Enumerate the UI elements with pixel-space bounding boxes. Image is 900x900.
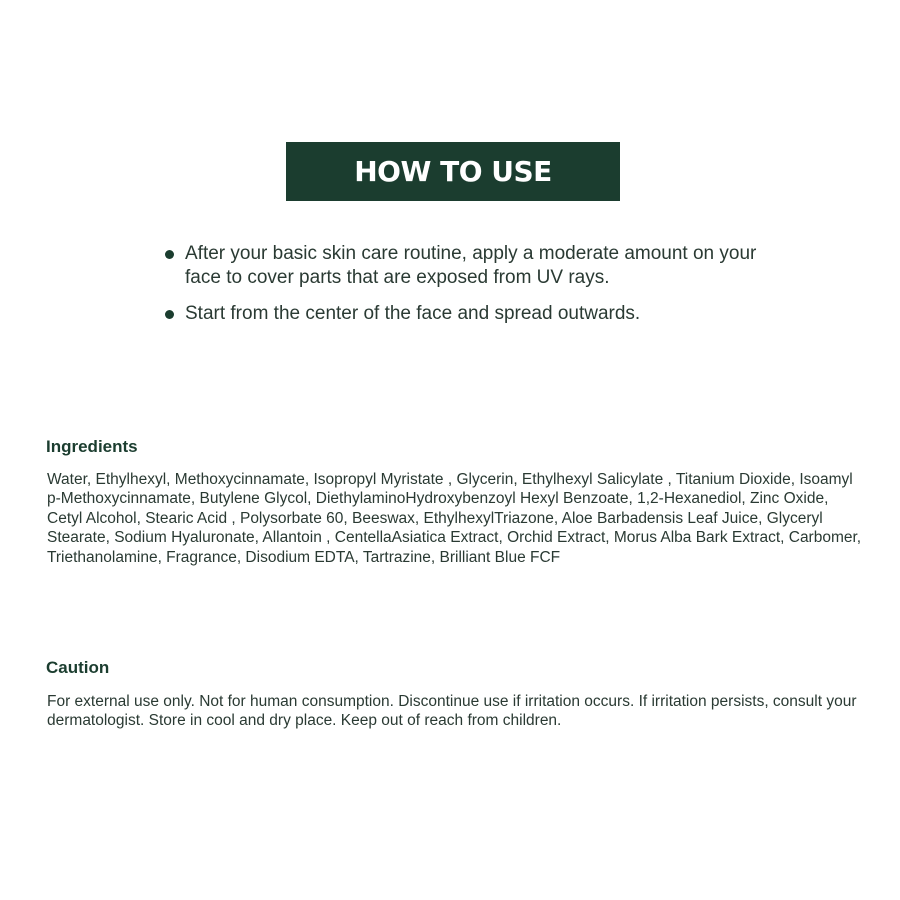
list-item xyxy=(160,302,780,326)
list-item xyxy=(160,242,780,290)
how-to-use-banner xyxy=(286,142,620,201)
bullet-icon xyxy=(165,310,174,319)
ingredients-heading: Ingredients xyxy=(46,437,138,456)
how-to-use-title: HOW TO USE xyxy=(354,155,552,188)
bullet-icon xyxy=(165,250,174,259)
how-to-use-steps xyxy=(160,242,780,338)
caution-text: For external use only. Not for human consumption. Discontinue use if irritation occurs. If irritation persists, consult your dermatologist. Store in cool and dry place. Keep out of reach from children. xyxy=(47,693,857,730)
caution-heading: Caution xyxy=(46,658,110,677)
step-text: Start from the center of the face and spread outwards. xyxy=(185,303,641,324)
ingredients-text: Water, Ethylhexyl, Methoxycinnamate, Isopropyl Myristate , Glycerin, Ethylhexyl Salicylate , Titanium Dioxide, Isoamyl p-Methoxycinnamate, Butylene Glycol, DiethylaminoHydroxybenzoyl Hexyl Benzoate, 1,2-Hexanediol, Zinc Oxide, Cetyl Alcohol, Stearic Acid , Polysorbate 60, Beeswax, EthylhexylTriazone, Aloe Barbadensis Leaf Juice, Glyceryl Stearate, Sodium Hyaluronate, Allantoin , CentellaAsiatica Extract, Orchid Extract, Morus Alba Bark Extract, Carbomer, Triethanolamine, Fragrance, Disodium EDTA, Tartrazine, Brilliant Blue FCF xyxy=(47,471,862,566)
step-text: After your basic skin care routine, apply a moderate amount on your face to cover parts that are exposed from UV rays. xyxy=(185,243,757,288)
